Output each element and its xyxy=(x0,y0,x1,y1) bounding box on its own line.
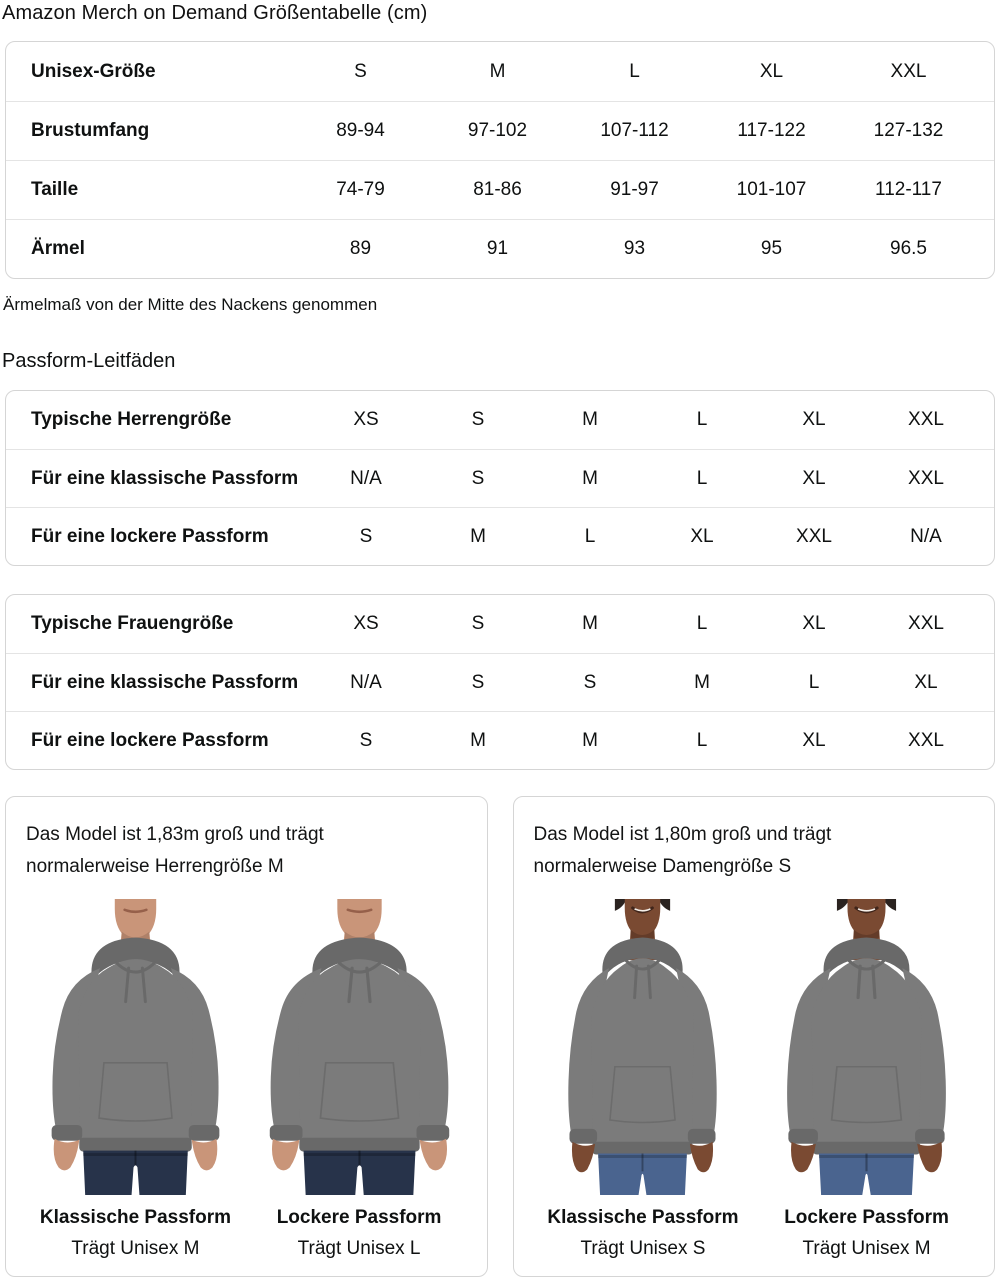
row-label: Für eine lockere Passform xyxy=(31,525,269,547)
size-cell: S xyxy=(471,467,485,489)
size-cell: 97-102 xyxy=(467,120,528,141)
female-model-loose-fit-photo xyxy=(757,899,976,1195)
size-cell: XL xyxy=(759,60,784,82)
fit-guides-heading: Passform-Leitfäden xyxy=(2,350,176,372)
model-cards xyxy=(5,796,995,1277)
size-cell: N/A xyxy=(350,671,382,693)
size-cell: L xyxy=(584,525,596,547)
model-figure-loose xyxy=(759,899,974,1260)
size-cell: S xyxy=(471,613,485,634)
table-row xyxy=(6,711,994,769)
row-label: Taille xyxy=(31,179,79,200)
size-label: Trägt Unisex S xyxy=(580,1238,706,1259)
size-cell: 93 xyxy=(623,238,646,259)
size-cell: M xyxy=(470,525,486,547)
size-cell: XL xyxy=(802,613,826,634)
size-cell: 127-132 xyxy=(873,120,944,141)
size-cell: XL xyxy=(914,671,938,693)
fit-label: Lockere Passform xyxy=(276,1207,442,1228)
table-row xyxy=(6,391,994,449)
size-cell: L xyxy=(696,613,708,634)
size-cell: N/A xyxy=(910,525,942,547)
size-cell: M xyxy=(582,613,598,634)
unisex-size-table xyxy=(5,41,995,279)
row-label: Ärmel xyxy=(31,238,85,259)
table-row xyxy=(6,42,994,101)
mens-fit-table xyxy=(5,390,995,566)
table-row xyxy=(6,101,994,160)
size-cell: 91-97 xyxy=(610,179,659,200)
row-label: Unisex-Größe xyxy=(31,60,156,82)
size-cell: XL xyxy=(802,729,826,751)
size-cell: 117-122 xyxy=(737,120,806,141)
size-cell: XXL xyxy=(908,729,944,751)
row-label: Für eine lockere Passform xyxy=(31,729,269,751)
size-cell: M xyxy=(489,60,506,82)
size-label: Trägt Unisex M xyxy=(802,1238,931,1259)
size-cell: 112-117 xyxy=(875,179,942,200)
table-row xyxy=(6,160,994,219)
size-cell: M xyxy=(582,409,598,430)
size-cell: L xyxy=(696,729,708,751)
model-figure-loose xyxy=(252,899,467,1260)
size-cell: S xyxy=(359,729,373,751)
size-cell: L xyxy=(808,671,820,693)
card-caption: Das Model ist 1,80m groß und trägt normalerweise Damengröße S xyxy=(533,824,832,877)
figures-row xyxy=(534,899,977,1260)
model-card-women xyxy=(513,796,996,1277)
figures-row xyxy=(26,899,469,1260)
size-cell: 96.5 xyxy=(890,238,927,259)
size-cell: 74-79 xyxy=(336,179,385,200)
size-cell: 107-112 xyxy=(600,120,669,141)
row-label: Brustumfang xyxy=(31,120,150,141)
size-label: Trägt Unisex L xyxy=(297,1238,421,1259)
sleeve-note: Ärmelmaß von der Mitte des Nackens genommen xyxy=(3,295,378,314)
model-card-men xyxy=(5,796,488,1277)
male-model-classic-fit-photo xyxy=(33,899,238,1195)
size-cell: 91 xyxy=(486,238,509,259)
size-label: Trägt Unisex M xyxy=(71,1238,200,1259)
size-cell: 81-86 xyxy=(473,179,522,200)
size-cell: S xyxy=(354,60,367,82)
size-cell: S xyxy=(471,409,485,430)
table-row xyxy=(6,219,994,278)
fit-label: Lockere Passform xyxy=(784,1207,949,1228)
size-cell: 95 xyxy=(760,238,783,259)
size-cell: M xyxy=(470,729,486,751)
row-label: Typische Frauengröße xyxy=(31,613,234,634)
size-cell: 89-94 xyxy=(336,120,385,141)
size-cell: 101-107 xyxy=(736,179,807,200)
size-cell: XXL xyxy=(908,613,944,634)
row-label: Typische Herrengröße xyxy=(31,409,232,430)
size-cell: L xyxy=(696,467,708,489)
size-cell: XXL xyxy=(890,60,927,82)
size-cell: N/A xyxy=(350,467,382,489)
table-row xyxy=(6,595,994,653)
size-cell: L xyxy=(629,60,640,82)
size-cell: M xyxy=(582,729,598,751)
size-cell: S xyxy=(359,525,373,547)
size-cell: XL xyxy=(802,409,826,430)
size-cell: XL xyxy=(802,467,826,489)
size-cell: S xyxy=(583,671,597,693)
size-cell: S xyxy=(471,671,485,693)
row-label: Für eine klassische Passform xyxy=(31,467,299,489)
womens-fit-table xyxy=(5,594,995,770)
size-cell: XL xyxy=(690,525,714,547)
table-row xyxy=(6,507,994,565)
page-title: Amazon Merch on Demand Größentabelle (cm) xyxy=(2,2,428,24)
model-figure-classic xyxy=(536,899,751,1260)
size-cell: XS xyxy=(353,613,379,634)
table-row xyxy=(6,449,994,507)
female-model-classic-fit-photo xyxy=(540,899,745,1195)
fit-label: Klassische Passform xyxy=(39,1207,232,1228)
card-caption: Das Model ist 1,83m groß und trägt normalerweise Herrengröße M xyxy=(26,824,324,877)
model-figure-classic xyxy=(28,899,243,1260)
fit-label: Klassische Passform xyxy=(547,1207,739,1228)
size-cell: XXL xyxy=(796,525,832,547)
size-cell: M xyxy=(582,467,598,489)
size-cell: XS xyxy=(353,409,379,430)
size-cell: XXL xyxy=(908,409,944,430)
table-row xyxy=(6,653,994,711)
size-cell: XXL xyxy=(908,467,944,489)
size-cell: M xyxy=(694,671,710,693)
male-model-loose-fit-photo xyxy=(249,899,468,1195)
row-label: Für eine klassische Passform xyxy=(31,671,299,693)
size-cell: L xyxy=(696,409,708,430)
size-cell: 89 xyxy=(349,238,372,259)
